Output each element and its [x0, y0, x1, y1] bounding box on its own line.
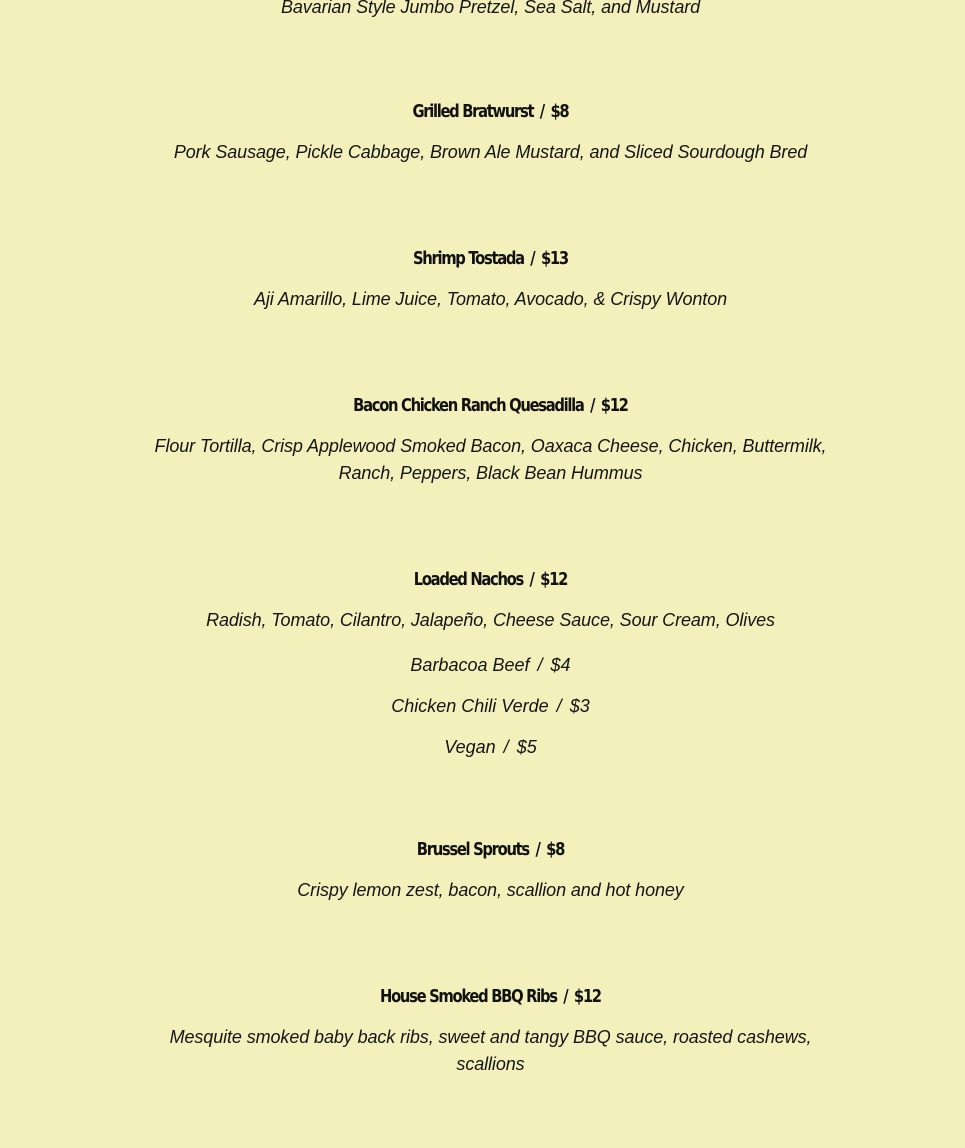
ribs-price: $12 — [573, 986, 601, 1007]
addon-name: Barbacoa Beef — [410, 655, 530, 675]
pretzel-description: Bavarian Style Jumbo Pretzel, Sea Salt, and Mustard — [280, 0, 701, 17]
sprouts-description: Crispy lemon zest, bacon, scallion and hot honey — [297, 880, 684, 900]
nachos-title — [88, 568, 892, 592]
addon-price: $5 — [516, 737, 537, 757]
quesadilla-description: Flour Tortilla, Crisp Applewood Smoked Bacon, Oaxaca Cheese, Chicken, Buttermilk, Ranch, Peppers, Black Bean Hummus — [154, 436, 827, 483]
tostada-title — [88, 247, 892, 271]
sprouts-title — [88, 838, 892, 862]
quesadilla-separator: / — [590, 395, 595, 416]
addon-separator: / — [537, 655, 543, 675]
tostada-price: $13 — [540, 248, 568, 269]
tostada-separator: / — [530, 248, 535, 269]
addon-price: $4 — [550, 655, 571, 675]
ribs-separator: / — [563, 986, 568, 1007]
nachos-price: $12 — [540, 569, 568, 590]
bratwurst-separator: / — [539, 101, 544, 122]
addon-separator: / — [556, 696, 562, 716]
sprouts-price: $8 — [546, 839, 565, 860]
ribs-title — [88, 985, 892, 1009]
tostada-description: Aji Amarillo, Lime Juice, Tomato, Avocado, & Crispy Wonton — [253, 289, 728, 309]
nachos-addon — [0, 735, 965, 759]
addon-name: Chicken Chili Verde — [391, 696, 549, 716]
nachos-name: Loaded Nachos — [413, 569, 523, 590]
nachos-description: Radish, Tomato, Cilantro, Jalapeño, Cheese Sauce, Sour Cream, Olives — [206, 610, 775, 630]
nachos-separator: / — [529, 569, 534, 590]
addon-price: $3 — [569, 696, 590, 716]
ribs-name: House Smoked BBQ Ribs — [380, 986, 557, 1007]
bratwurst-price: $8 — [550, 101, 569, 122]
bratwurst-title — [88, 100, 892, 124]
quesadilla-title — [88, 394, 892, 418]
nachos-addon — [0, 694, 965, 718]
bratwurst-description: Pork Sausage, Pickle Cabbage, Brown Ale Mustard, and Sliced Sourdough Bred — [173, 142, 808, 162]
quesadilla-price: $12 — [600, 395, 628, 416]
quesadilla-name: Bacon Chicken Ranch Quesadilla — [353, 395, 584, 416]
sprouts-separator: / — [535, 839, 540, 860]
nachos-addon — [0, 653, 965, 677]
sprouts-name: Brussel Sprouts — [416, 839, 529, 860]
tostada-name: Shrimp Tostada — [412, 248, 524, 269]
addon-separator: / — [503, 737, 509, 757]
addon-name: Vegan — [444, 737, 496, 757]
bratwurst-name: Grilled Bratwurst — [412, 101, 534, 122]
ribs-description: Mesquite smoked baby back ribs, sweet and tangy BBQ sauce, roasted cashews, scallions — [169, 1027, 812, 1074]
